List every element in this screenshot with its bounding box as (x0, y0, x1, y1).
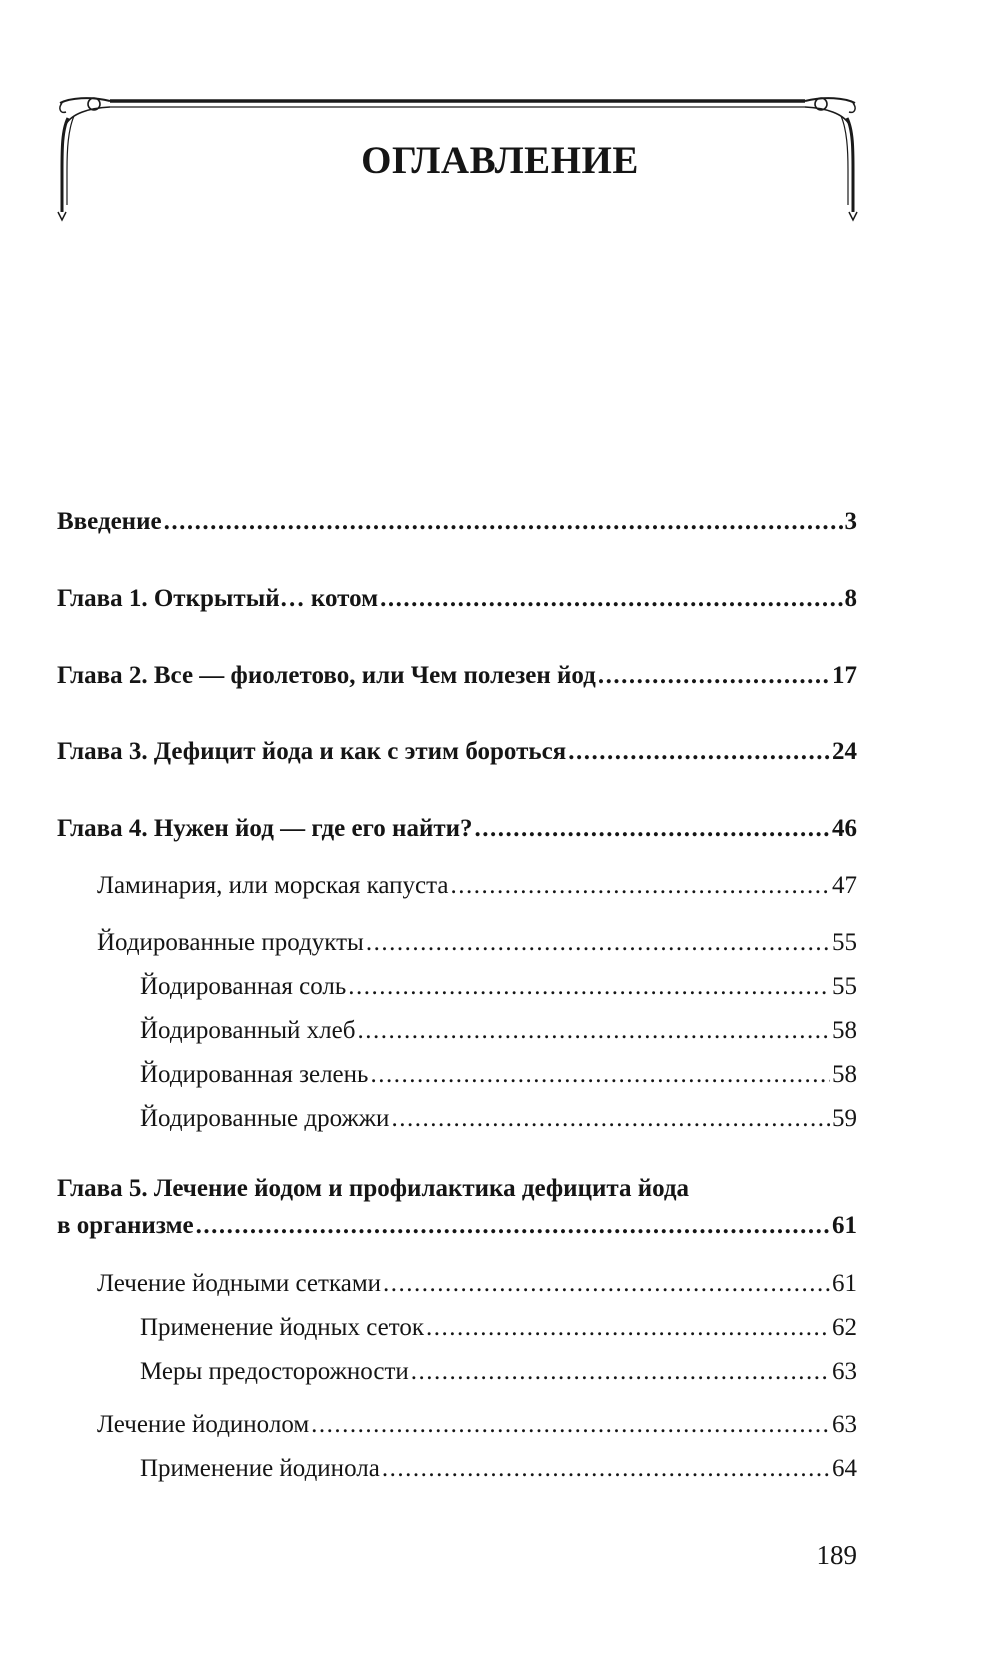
toc-entry (57, 584, 857, 614)
toc-entry (97, 928, 857, 958)
dot-leader (366, 928, 830, 958)
toc-entry (97, 1269, 857, 1299)
toc-entry-page: 62 (832, 1314, 857, 1341)
toc-entry-page: 58 (832, 1061, 857, 1088)
toc-entry-page: 61 (832, 1212, 857, 1239)
toc-entry-label: Глава 3. Дефицит йода и как с этим бороться (57, 738, 567, 765)
dot-leader (450, 871, 830, 901)
page-number: 189 (816, 1540, 857, 1570)
dot-leader (411, 1357, 830, 1387)
toc-entry (140, 1454, 857, 1484)
toc-entry-label: Йодированные продукты (97, 929, 364, 956)
toc-entry (57, 507, 857, 537)
toc-entry-label: Йодированная соль (140, 973, 347, 1000)
toc-entry-label: Глава 1. Открытый… котом (57, 585, 379, 612)
toc-entry-label: Йодированная зелень (140, 1061, 369, 1088)
toc-entry (57, 661, 857, 691)
toc-entry-page: 58 (832, 1017, 857, 1044)
toc-entry-label-line1: Глава 5. Лечение йодом и профилактика дефицита йода (57, 1175, 690, 1202)
toc-entry (140, 1060, 857, 1090)
dot-leader (196, 1211, 830, 1241)
toc-entry-label: Применение йодных сеток (140, 1314, 424, 1341)
dot-leader (370, 1060, 830, 1090)
toc-entry-page: 61 (832, 1270, 857, 1297)
toc-entry-page: 8 (844, 585, 857, 612)
toc-entry-label: Применение йодинола (140, 1455, 380, 1482)
toc-entry (97, 871, 857, 901)
toc-entry (57, 814, 857, 844)
dot-leader (568, 737, 830, 767)
toc-entry (57, 1211, 857, 1241)
toc-entry (140, 972, 857, 1002)
dot-leader (383, 1269, 830, 1299)
dot-leader (348, 972, 830, 1002)
toc-entry-page: 59 (832, 1105, 857, 1132)
toc-entry-label: Йодированные дрожжи (140, 1105, 390, 1132)
dot-leader (357, 1016, 830, 1046)
dot-leader (598, 661, 830, 691)
dot-leader (380, 584, 842, 614)
toc-entry-page: 64 (832, 1455, 857, 1482)
toc-entry-page: 55 (832, 973, 857, 1000)
toc-entry-page: 24 (832, 738, 857, 765)
dot-leader (475, 814, 830, 844)
toc-entry-page: 47 (832, 872, 857, 899)
toc-entry-label: в организме (57, 1212, 194, 1239)
page-title: ОГЛАВЛЕНИЕ (361, 139, 639, 182)
toc-entry-label: Введение (57, 508, 162, 535)
toc-entry-page: 17 (832, 662, 857, 689)
toc-entry-page: 55 (832, 929, 857, 956)
dot-leader (391, 1104, 830, 1134)
dot-leader (311, 1410, 830, 1440)
toc-entry-page: 46 (832, 815, 857, 842)
toc-entry-label: Йодированный хлеб (140, 1017, 356, 1044)
ornamental-frame (0, 0, 1000, 240)
toc-entry (140, 1313, 857, 1343)
toc-entry (57, 737, 857, 767)
toc-entry-page: 63 (832, 1411, 857, 1438)
toc-entry (140, 1357, 857, 1387)
dot-leader (426, 1313, 830, 1343)
dot-leader (382, 1454, 830, 1484)
toc-entry-label: Ламинария, или морская капуста (97, 872, 449, 899)
toc-entry-label: Меры предосторожности (140, 1358, 409, 1385)
toc-entry (140, 1016, 857, 1046)
toc-entry-page: 3 (844, 508, 857, 535)
toc-entry-label: Лечение йодинолом (97, 1411, 310, 1438)
toc-entry (140, 1104, 857, 1134)
toc-entry (97, 1410, 857, 1440)
toc-entry-label: Глава 4. Нужен йод — где его найти? (57, 815, 473, 842)
toc-entry-label: Глава 2. Все — фиолетово, или Чем полезен йод (57, 662, 596, 689)
dot-leader (164, 507, 843, 537)
toc-entry-page: 63 (832, 1358, 857, 1385)
toc-entry-label: Лечение йодными сетками (97, 1270, 382, 1297)
